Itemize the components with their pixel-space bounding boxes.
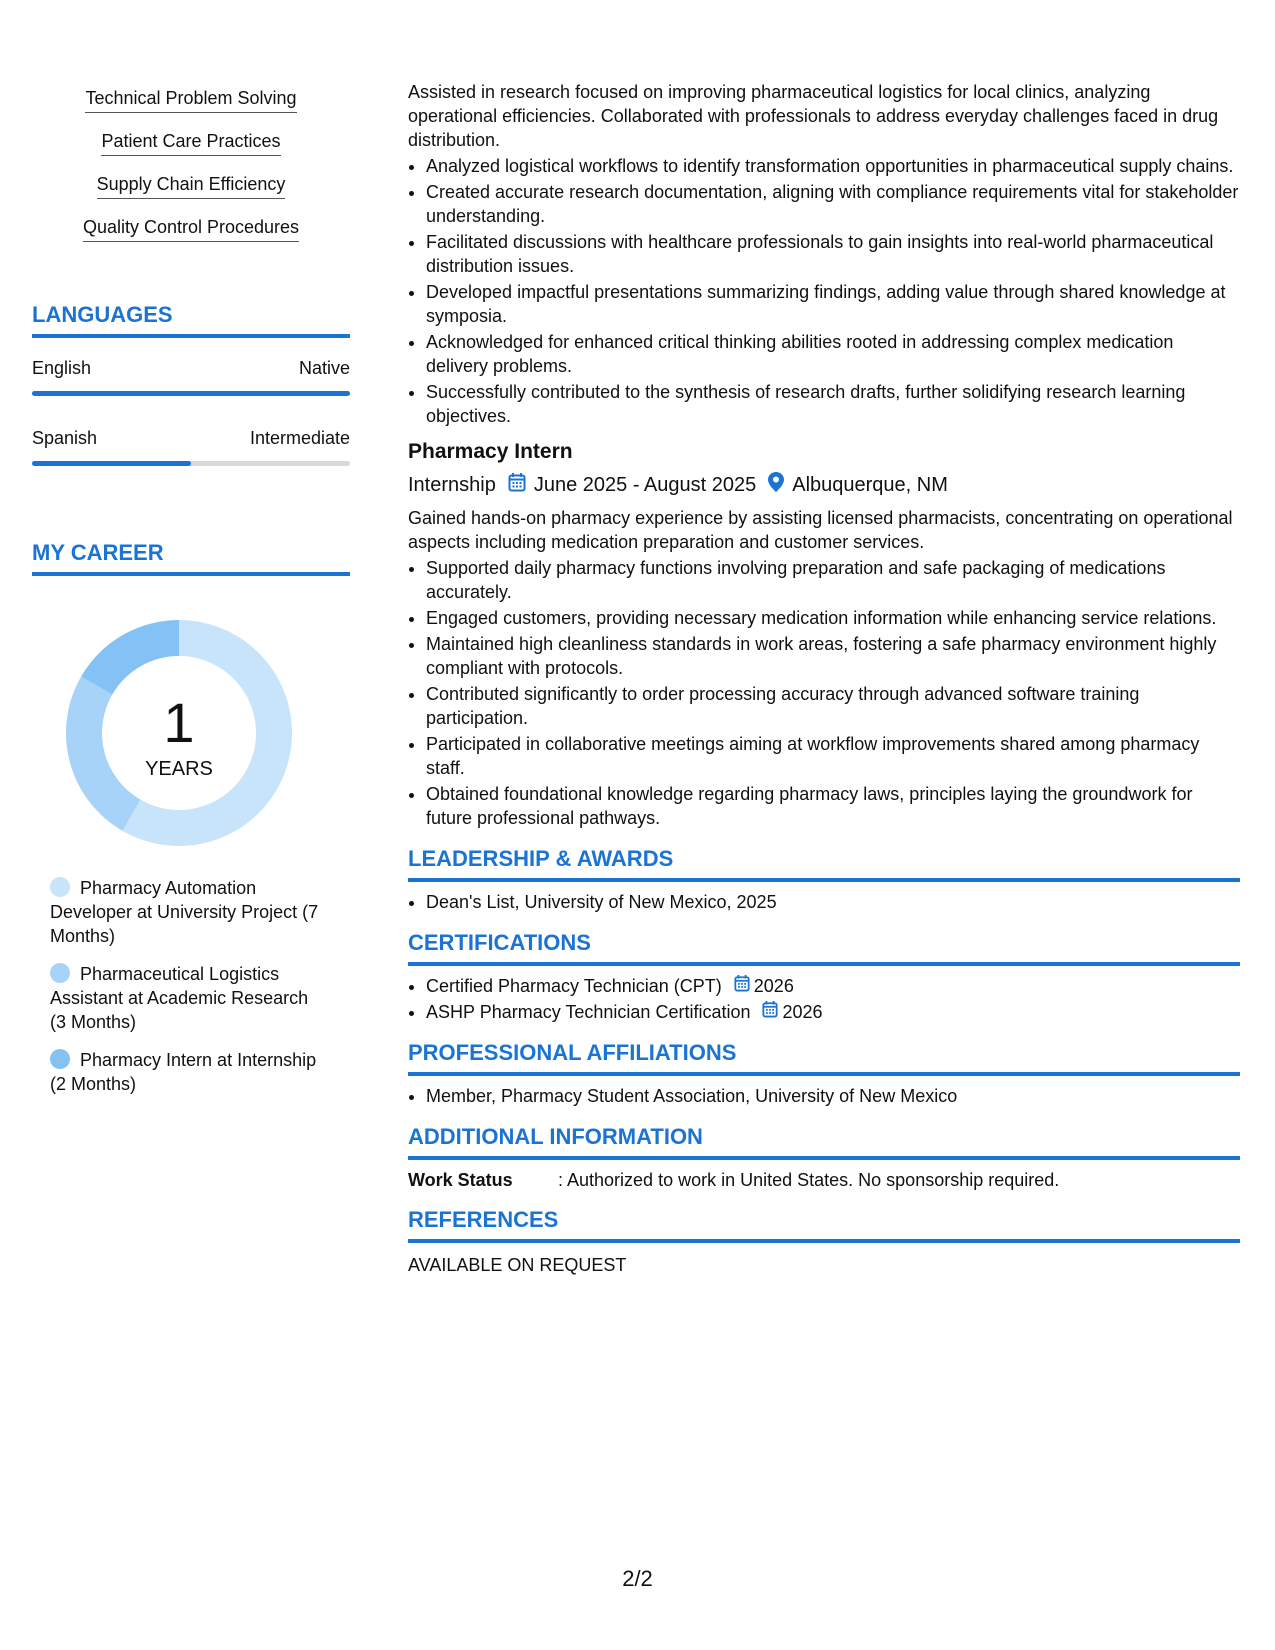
skill-item: Technical Problem Solving [85,88,296,113]
certification-item [426,974,1240,998]
job-bullet: • Participated in collaborative meetings aiming at workflow improvements shared among pharmacy staff. [426,732,1240,780]
certification-name: • Certified Pharmacy Technician (CPT) [426,976,722,996]
job-bullet: • Engaged customers, providing necessary medication information while enhancing service relations. [426,606,1240,630]
affiliation-item: • Member, Pharmacy Student Association, University of New Mexico [426,1084,1240,1108]
legend-dot [50,1049,70,1069]
certifications-list [408,974,1240,1024]
leadership-list [408,890,1240,914]
affiliations-list [408,1084,1240,1108]
legend-dot [50,877,70,897]
legend-dot [50,963,70,983]
skill-item: Supply Chain Efficiency [97,174,286,199]
language-bar-fill [32,461,191,466]
career-legend-item [50,962,320,1034]
job-bullet: • Facilitated discussions with healthcare professionals to gain insights into real-world pharmaceutical distribution issues. [426,230,1240,278]
calendar-icon [762,1000,778,1024]
job-bullet: • Created accurate research documentation, aligning with compliance requirements vital for stakeholder understanding. [426,180,1240,228]
affiliations-heading: PROFESSIONAL AFFILIATIONS [408,1040,1240,1076]
job-bullet: • Analyzed logistical workflows to identify transformation opportunities in pharmaceutical supply chains. [426,154,1240,178]
language-bar [32,461,350,466]
job-description: Gained hands-on pharmacy experience by assisting licensed pharmacists, concentrating on operational aspects including medication preparation and customer services. [408,508,1233,552]
work-status-value: : Authorized to work in United States. No sponsorship required. [558,1170,1060,1190]
additional-info-heading: ADDITIONAL INFORMATION [408,1124,1240,1160]
job-bullet: • Contributed significantly to order processing accuracy through advanced software training participation. [426,682,1240,730]
language-bar [32,391,350,396]
career-donut-chart [64,618,294,848]
career-legend-item [50,1048,320,1096]
calendar-icon [508,472,526,498]
job-description: Assisted in research focused on improving pharmaceutical logistics for local clinics, analyzing operational efficiencies. Collaborated with professionals to address everyday challenges faced in drug distribution. [408,82,1219,150]
certification-name: • ASHP Pharmacy Technician Certification [426,1002,751,1022]
certifications-heading: CERTIFICATIONS [408,930,1240,966]
certification-item [426,1000,1240,1024]
certification-year: 2026 [782,1002,823,1022]
leadership-heading: LEADERSHIP & AWARDS [408,846,1240,882]
leadership-item: • Dean's List, University of New Mexico, 2025 [426,890,1240,914]
language-level: Intermediate [249,428,350,448]
references-heading: REFERENCES [408,1207,1240,1243]
job-bullets [408,154,1240,428]
job-bullet: • Developed impactful presentations summarizing findings, adding value through shared knowledge at symposia. [426,280,1240,328]
career-total-number: 1 [163,691,195,754]
right-column [408,80,1240,1277]
languages-heading: LANGUAGES [32,302,350,338]
work-status-row [408,1170,1240,1191]
language-bar-fill [32,391,350,396]
career-legend-item [50,876,320,948]
language-name: English [32,358,92,378]
language-item [32,358,350,396]
job-location: Albuquerque, NM [792,473,948,496]
work-status-label: Work Status [408,1170,513,1190]
skills-list [32,88,350,260]
job-bullets [408,556,1240,830]
job-title: Pharmacy Intern [408,440,573,463]
job-bullet: • Maintained high cleanliness standards in work areas, fostering a safe pharmacy environment highly compliant with protocols. [426,632,1240,680]
page-number: 2/2 [622,1566,653,1591]
career-legend-label: Pharmacy Automation Developer at University Project (7 Months) [50,878,319,946]
references-text: AVAILABLE ON REQUEST [408,1255,627,1275]
job-company: Internship [408,473,496,496]
career-legend-label: Pharmaceutical Logistics Assistant at Academic Research (3 Months) [50,964,309,1032]
career-total-unit: YEARS [145,758,213,780]
career-legend-label: Pharmacy Intern at Internship (2 Months) [50,1050,317,1094]
donut-center [64,618,294,848]
career-legend [32,876,350,1096]
career-heading: MY CAREER [32,540,350,576]
job-meta [408,472,1240,498]
job-bullet: • Obtained foundational knowledge regarding pharmacy laws, principles laying the groundwork for future professional pathways. [426,782,1240,830]
language-name: Spanish [32,428,98,448]
calendar-icon [734,974,750,998]
certification-year: 2026 [753,976,794,996]
skill-item: Patient Care Practices [101,131,280,156]
language-item [32,428,350,466]
left-column [32,80,350,1110]
map-pin-icon [768,472,784,498]
skill-item: Quality Control Procedures [83,217,299,242]
job-bullet: • Supported daily pharmacy functions involving preparation and safe packaging of medications accurately. [426,556,1240,604]
job-dates: June 2025 - August 2025 [533,473,757,496]
language-level: Native [298,358,350,378]
job-bullet: • Acknowledged for enhanced critical thinking abilities rooted in addressing complex medication delivery problems. [426,330,1240,378]
job-bullet: • Successfully contributed to the synthesis of research drafts, further solidifying research learning objectives. [426,380,1240,428]
